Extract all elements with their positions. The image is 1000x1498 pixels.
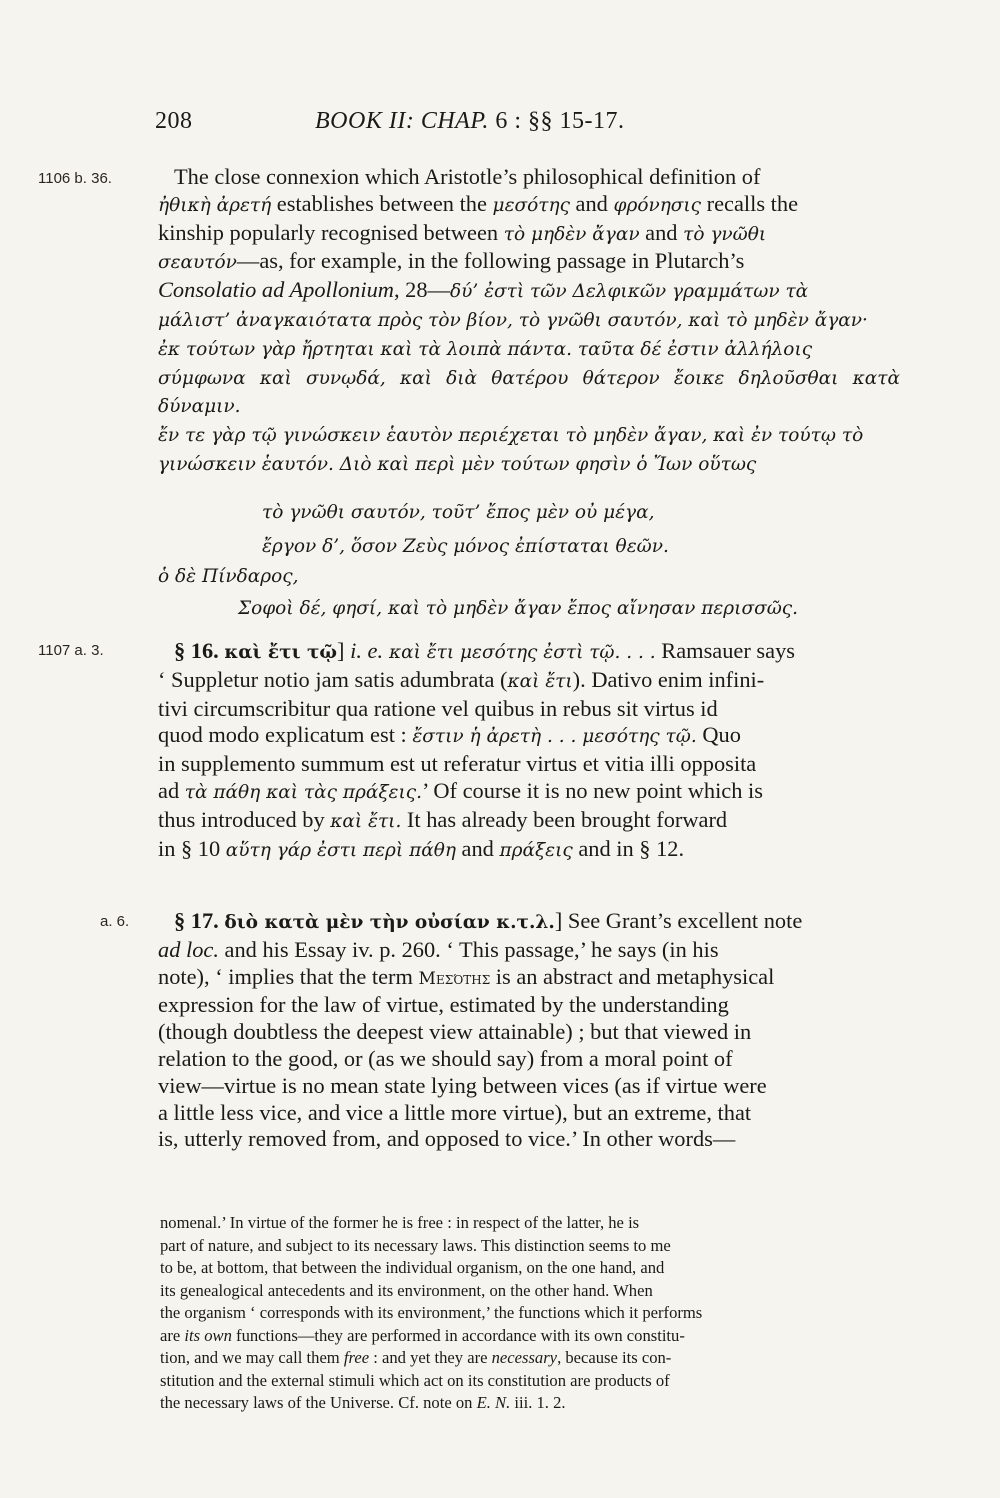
footnote <box>160 1212 902 1415</box>
text-line: a little less vice, and vice a little more virtue), but an extreme, that <box>158 1099 752 1125</box>
text-line: ad loc. and his Essay iv. p. 260. ‘ This passage,’ he says (in his <box>158 936 719 962</box>
verse-line-2: ἔργον δ’, ὅσον Ζεὺς μόνος ἐπίσταται θεῶν. <box>262 536 669 557</box>
text-line: ‘ Suppletur notio jam satis adumbrata (καὶ ἔτι). Dativo enim infini- <box>158 666 765 692</box>
greek-line: ἔν τε γὰρ τῷ γινώσκειν ἑαυτὸν περιέχεται τὸ μηδὲν ἄγαν, καὶ ἐν τούτῳ τὸ <box>158 425 864 447</box>
text-line: tivi circumscribitur qua ratione vel quibus in rebus sit virtus id <box>158 695 718 721</box>
footnote-line: the organism ‘ corresponds with its environment,’ the functions which it performs <box>160 1303 703 1322</box>
running-title-sections: 6 : §§ 15-17. <box>495 108 625 134</box>
footnote-line: its genealogical antecedents and its environment, on the other hand. When <box>160 1280 653 1300</box>
footnote-line: are its own functions—they are performed in accordance with its own constitu- <box>160 1325 685 1345</box>
footnote-line: nomenal.’ In virtue of the former he is free : in respect of the latter, he is <box>160 1213 640 1232</box>
text-line: The close connexion which Aristotle’s philosophical definition of <box>174 164 761 189</box>
footnote-line: part of nature, and subject to its necessary laws. This distinction seems to me <box>160 1235 671 1255</box>
greek-line: σύμφωνα καὶ συνῳδά, καὶ διὰ θατέρου θάτερον ἔοικε δηλοῦσθαι κατὰ δύναμιν. <box>158 367 900 418</box>
footnote-line: stitution and the external stimuli which act on its constitution are products of <box>160 1370 670 1390</box>
margin-ref-1: 1106 b. 36. <box>38 170 112 187</box>
verse-line-1: τὸ γνῶθι σαυτόν, τοῦτ’ ἔπος μὲν οὐ μέγα, <box>262 502 655 523</box>
text-line: Consolatio ad Apollonium, 28—δύ’ ἐστὶ τῶν Δελφικῶν γραμμάτων τὰ <box>158 277 809 303</box>
text-line: in § 10 αὕτη γάρ ἐστι περὶ πάθη and πράξεις and in § 12. <box>158 835 685 861</box>
footnote-line: to be, at bottom, that between the individual organism, on the one hand, and <box>160 1258 665 1277</box>
running-title-chap: CHAP. <box>420 108 489 134</box>
text-line: thus introduced by καὶ ἔτι. It has already been brought forward <box>158 806 728 832</box>
paragraph-2 <box>158 638 900 864</box>
paragraph-1 <box>158 164 900 479</box>
greek-line: γινώσκειν ἑαυτόν. Διὸ καὶ περὶ μὲν τούτων φησὶν ὁ Ἴων οὕτως <box>158 453 757 475</box>
verse-line-3: Σοφοὶ δέ, φησί, καὶ τὸ μηδὲν ἄγαν ἔπος αἴνησαν περισσῶς. <box>238 598 799 619</box>
text-line: expression for the law of virtue, estimated by the understanding <box>158 992 729 1018</box>
text-line: ἠθικὴ ἀρετή establishes between the μεσότης and φρόνησις recalls the <box>158 190 799 216</box>
text-line: in supplemento summum est ut referatur virtus et vitia illi opposita <box>158 751 757 777</box>
text-line: kinship popularly recognised between τὸ μηδὲν ἄγαν and τὸ γνῶθι <box>158 219 767 245</box>
text-line: view—virtue is no mean state lying between vices (as if virtue were <box>158 1072 767 1098</box>
footnote-line: the necessary laws of the Universe. Cf. note on E. N. iii. 1. 2. <box>160 1393 566 1412</box>
greek-line: ἐκ τούτων γὰρ ἤρτηται καὶ τὰ λοιπὰ πάντα. ταῦτα δέ ἐστιν ἀλλήλοις <box>158 338 813 360</box>
text-line: § 17. διὸ κατὰ μὲν τὴν οὐσίαν κ.τ.λ.] See Grant’s excellent note <box>174 908 803 933</box>
text-line: σεαυτόν—as, for example, in the following passage in Plutarch’s <box>158 248 745 274</box>
running-title <box>315 108 625 135</box>
footnote-line: tion, and we may call them free : and yet they are necessary, because its con- <box>160 1348 672 1367</box>
text-line: quod modo explicatum est : ἔστιν ἡ ἀρετὴ . . . μεσότης τῷ. Quo <box>158 722 741 748</box>
text-line: § 16. καὶ ἔτι τῷ] i. e. καὶ ἔτι μεσότης ἐστὶ τῷ. . . . Ramsauer says <box>174 638 795 663</box>
running-title-book: BOOK II: <box>315 108 415 134</box>
greek-line: μάλιστ’ ἀναγκαιότατα πρὸς τὸν βίον, τὸ γνῶθι σαυτόν, καὶ τὸ μηδὲν ἄγαν· <box>158 309 868 331</box>
margin-ref-3: a. 6. <box>100 913 130 930</box>
text-line: note), ‘ implies that the term Μεσότης is an abstract and metaphysical <box>158 963 775 989</box>
page-number: 208 <box>155 108 193 134</box>
margin-ref-2: 1107 a. 3. <box>38 642 104 659</box>
paragraph-3 <box>158 908 900 1153</box>
text-line: is, utterly removed from, and opposed to vice.’ In other words— <box>158 1126 736 1152</box>
text-line: (though doubtless the deepest view attainable) ; but that viewed in <box>158 1019 752 1045</box>
verse-intro: ὁ δὲ Πίνδαρος, <box>158 566 299 587</box>
text-line: ad τὰ πάθη καὶ τὰς πράξεις.’ Of course it is no new point which is <box>158 777 763 803</box>
text-line: relation to the good, or (as we should say) from a moral point of <box>158 1045 733 1071</box>
